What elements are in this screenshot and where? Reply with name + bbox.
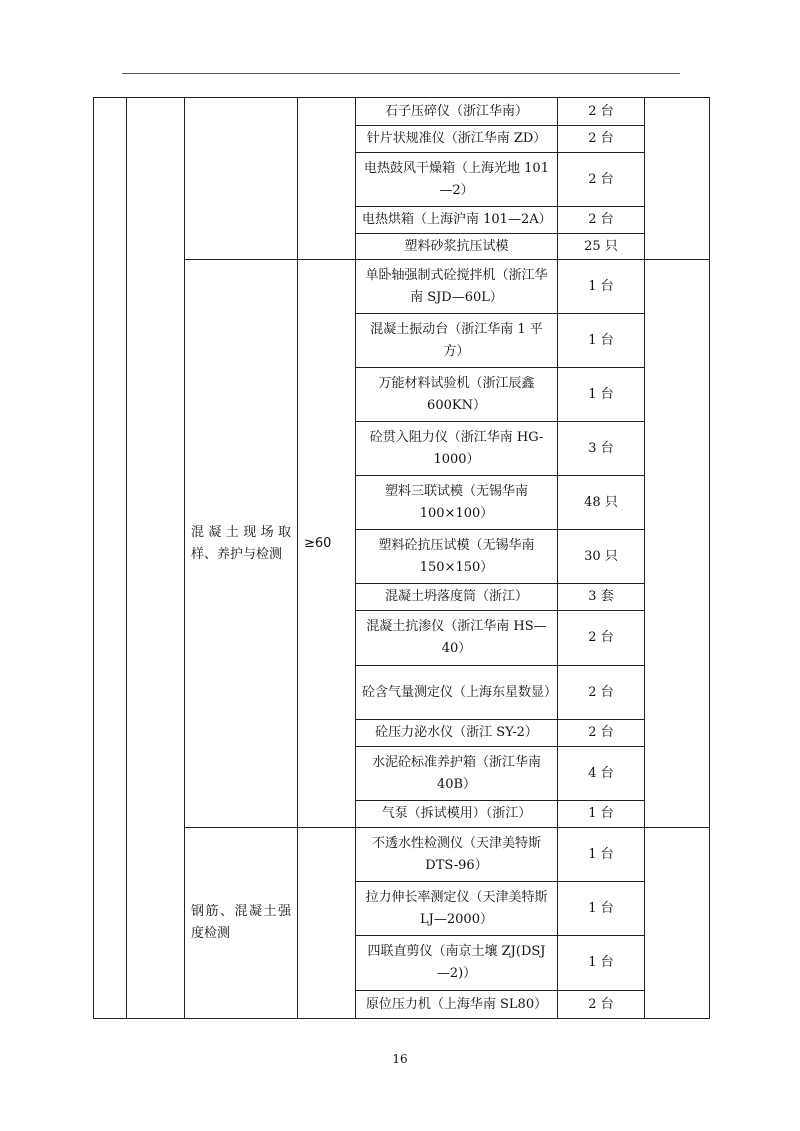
header-rule [122, 73, 680, 74]
remark-cell [645, 98, 710, 260]
equipment-name: 混凝土坍落度筒（浙江） [356, 584, 558, 611]
equipment-quantity: 2 台 [558, 666, 645, 720]
equipment-quantity: 30 只 [558, 530, 645, 584]
equipment-name: 塑料三联试模（无锡华南 100×100） [356, 476, 558, 530]
equipment-name: 混凝土抗渗仪（浙江华南 HS—40） [356, 611, 558, 666]
equipment-quantity: 2 台 [558, 611, 645, 666]
equipment-name: 塑料砂浆抗压试模 [356, 234, 558, 260]
table-row [94, 98, 710, 126]
col-empty-1 [94, 98, 127, 1019]
equipment-name: 电热烘箱（上海沪南 101—2A） [356, 207, 558, 234]
equipment-name: 塑料砼抗压试模（无锡华南 150×150） [356, 530, 558, 584]
table-row [94, 828, 710, 882]
equipment-name: 原位压力机（上海华南 SL80） [356, 991, 558, 1019]
page-number: 16 [392, 1052, 408, 1066]
equipment-name: 电热鼓风干燥箱（上海光地 101—2） [356, 153, 558, 207]
equipment-quantity: 3 台 [558, 422, 645, 476]
equipment-quantity: 3 套 [558, 584, 645, 611]
equipment-quantity: 1 台 [558, 882, 645, 936]
remark-cell [645, 828, 710, 1019]
equipment-quantity: 25 只 [558, 234, 645, 260]
equipment-quantity: 2 台 [558, 720, 645, 747]
equipment-quantity: 1 台 [558, 368, 645, 422]
equipment-quantity: 1 台 [558, 314, 645, 368]
capacity-cell [298, 98, 356, 260]
equipment-quantity: 1 台 [558, 260, 645, 314]
equipment-name: 砼压力泌水仪（浙江 SY-2） [356, 720, 558, 747]
capacity-cell: ≥60 [298, 260, 356, 828]
remark-cell [645, 260, 710, 828]
equipment-quantity: 2 台 [558, 153, 645, 207]
col-empty-2 [127, 98, 185, 1019]
equipment-name: 气泵（拆试模用）（浙江） [356, 801, 558, 828]
equipment-name: 拉力伸长率测定仪（天津美特斯 LJ—2000） [356, 882, 558, 936]
equipment-name: 混凝土振动台（浙江华南 1 平方） [356, 314, 558, 368]
equipment-quantity: 2 台 [558, 98, 645, 126]
equipment-name: 砼含气量测定仪（上海东星数显） [356, 666, 558, 720]
test-item-cell [185, 98, 298, 260]
equipment-name: 万能材料试验机（浙江辰鑫 600KN） [356, 368, 558, 422]
equipment-name: 水泥砼标准养护箱（浙江华南 40B） [356, 747, 558, 801]
equipment-quantity: 2 台 [558, 991, 645, 1019]
equipment-quantity: 1 台 [558, 936, 645, 991]
equipment-quantity: 48 只 [558, 476, 645, 530]
equipment-name: 单卧轴强制式砼搅拌机（浙江华南 SJD—60L） [356, 260, 558, 314]
equipment-name: 四联直剪仪（南京土壤 ZJ(DSJ—2)） [356, 936, 558, 991]
equipment-quantity: 2 台 [558, 207, 645, 234]
equipment-quantity: 4 台 [558, 747, 645, 801]
equipment-name: 针片状规准仪（浙江华南 ZD） [356, 126, 558, 153]
table-row [94, 260, 710, 314]
test-item-cell: 钢筋、混凝土强度检测 [185, 828, 298, 1019]
equipment-quantity: 2 台 [558, 126, 645, 153]
equipment-table [93, 97, 710, 1019]
test-item-cell: 混凝土现场取样、养护与检测 [185, 260, 298, 828]
equipment-quantity: 1 台 [558, 828, 645, 882]
equipment-name: 砼贯入阻力仪（浙江华南 HG-1000） [356, 422, 558, 476]
equipment-quantity: 1 台 [558, 801, 645, 828]
capacity-cell [298, 828, 356, 1019]
equipment-name: 石子压碎仪（浙江华南） [356, 98, 558, 126]
equipment-name: 不透水性检测仪（天津美特斯 DTS-96） [356, 828, 558, 882]
